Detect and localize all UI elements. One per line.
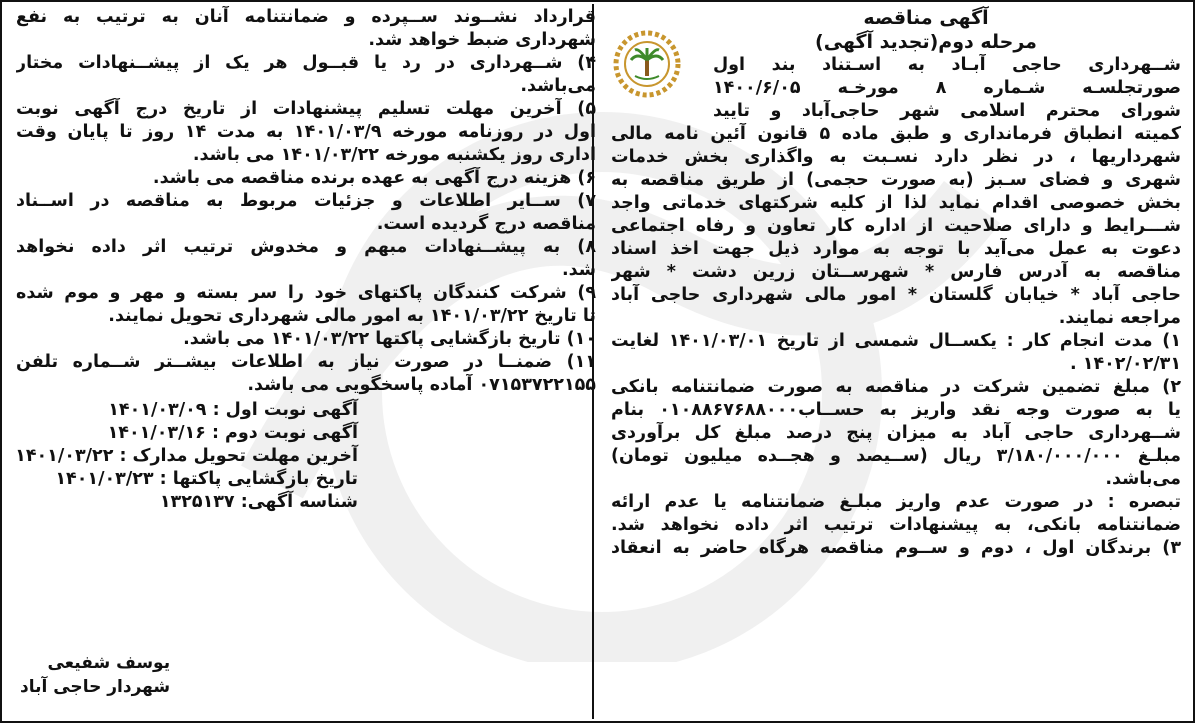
body-line: ۰۷۱۵۳۷۲۲۱۵۵ آماده پاسخگویی می باشد. [247,375,596,395]
right-body [611,54,1181,560]
body-line: تبصره : در صورت عدم واریز مبلـغ ضمانتنامه یا عدم ارائه [611,492,1181,512]
announcement-line: تاریخ بازگشایی پاکتها : ۱۴۰۱/۰۳/۲۳ [55,469,358,489]
body-line: ۲) مبلغ تضمین شرکت در مناقصه به صورت ضمانتنامه بانکی [611,377,1181,397]
right-column [611,6,1181,717]
announcement-line: آگهی نوبت اول : ۱۴۰۱/۰۳/۰۹ [108,400,358,420]
left-column [16,6,596,717]
signer-title: شهردار حاجی آباد [20,677,171,697]
body-line: ۶) هزینه درج آگهی به عهده برنده مناقصه می باشد. [152,168,596,188]
body-line: ۱) مدت انجام کار : یکســال شمسی از تاریخ ۱۴۰۱/۰۳/۰۱ لغایت [611,331,1181,351]
body-line: اول در روزنامه مورخه ۱۴۰۱/۰۳/۹ به مدت ۱۴ روز تا پایان وقت [16,122,596,142]
body-line: شهری و فضای سـبز (به صورت حجمی) از طریق مناقصه به [611,170,1181,190]
body-line: شد. [562,260,596,280]
announcement-line: شناسه آگهی: ۱۳۲۵۱۳۷ [159,492,358,512]
body-line: ضمانتنامه بانکی، به پیشنهادات ترتیب اثر داده نخواهد شد. [611,515,1181,535]
body-line: می‌باشد. [520,76,596,96]
body-line: مراجعه نمایند. [1058,308,1181,328]
body-line: دعوت به عمل می‌آید با توجه به موارد ذیل جهت اخذ اسناد [611,239,1181,259]
body-line: بخش خصوصی اقدام نماید لذا از کلیه شرکتهای خدماتی واجد [611,193,1181,213]
body-line: ۱۰) تاریخ بازگشایی پاکتها ۱۴۰۱/۰۳/۲۲ می باشد. [183,329,596,349]
notice-title: آگهی مناقصه [863,7,989,29]
announcement-line: آگهی نوبت دوم : ۱۴۰۱/۰۳/۱۶ [107,423,358,443]
body-line: ۵) آخرین مهلت تسلیم پیشنهادات از تاریخ درج آگهی نوبت [16,99,596,119]
body-line: یا به صورت وجه نقد واریز به حســاب۰۱۰۸۸۶۷۶۸۸۰۰۰ بنام [611,400,1181,420]
body-line: قرارداد نشــوند ســپرده و ضمانتنامه آنان به ترتیب به نفع [16,7,596,27]
body-line: مناقصه به آدرس فارس * شهرســتان زرین دشت * شهر [611,262,1181,282]
body-line: شهرداریها ، در نظر دارد نسـبت به واگذاری بخش خدمات [611,147,1181,167]
notice-subtitle: مرحله دوم(تجدید آگهی) [815,31,1037,53]
announcement-dates [16,399,596,514]
body-line: ۷) ســایر اطلاعات و جزئیات مربوط به مناقصه در اســناد [16,191,596,211]
body-line: شــهرداری حاجی آباد به میزان پنج درصد مبلغ کل برآوردی [611,423,1181,443]
body-line: شـــرایط و دارای صلاحیت از اداره کار تعاون و رفاه اجتماعی [611,216,1181,236]
body-line: تا تاریخ ۱۴۰۱/۰۳/۲۲ به امور مالی شهرداری تحویل نمایند. [108,306,596,326]
announcement-line: آخرین مهلت تحویل مدارک : ۱۴۰۱/۰۳/۲۲ [15,446,358,466]
body-line: ۹) شرکت کنندگان پاکتهای خود را سر بسته و مهر و موم شده [16,283,596,303]
municipality-logo-icon [611,28,683,100]
body-line: اداری روز یکشنبه مورخه ۱۴۰۱/۰۳/۲۲ می باشد. [192,145,596,165]
body-line: ۱۴۰۲/۰۲/۳۱ . [1070,354,1181,374]
body-line: مبلـغ ۳/۱۸۰/۰۰۰/۰۰۰ ریال (ســیصد و هجــده میلیون تومان) [611,446,1181,466]
body-line: شــهرداری حاجی آبـاد به اسـتناد بند اول [713,55,1181,75]
body-line: صورتجلسـه شـماره ۸ مورخـه ۱۴۰۰/۶/۰۵ [713,78,1181,98]
body-line: کمیته انطباق فرمانداری و طبق ماده ۵ قانون آئین نامه مالی [611,124,1181,144]
body-line: مناقصه درج گردیده است. [376,214,596,234]
body-line: ۱۱) ضمنــا در صورت نیاز به اطلاعات بیشــتر شــماره تلفن [16,352,596,372]
body-line: ۳) برندگان اول ، دوم و ســوم مناقصه هرگاه حاضر به انعقاد [611,538,1181,558]
body-line: حاجی آباد * خیابان گلستان * امور مالی شهرداری حاجی آباد [611,285,1181,305]
body-line: شهرداری ضبط خواهد شد. [368,30,596,50]
signer-name: یوسف شفیعی [47,653,171,673]
signature-block [20,651,170,699]
body-line: ۸) به پیشــنهادات مبهم و مخدوش ترتیب اثر داده نخواهد [16,237,596,257]
body-line: ۴) شــهرداری در رد یا قبــول هر یک از پیشــنهادات مختار [16,53,596,73]
body-line: می‌باشد. [1105,469,1181,489]
body-line: شورای محترم اسلامی شهر حاجی‌آباد و تایید [713,101,1181,121]
